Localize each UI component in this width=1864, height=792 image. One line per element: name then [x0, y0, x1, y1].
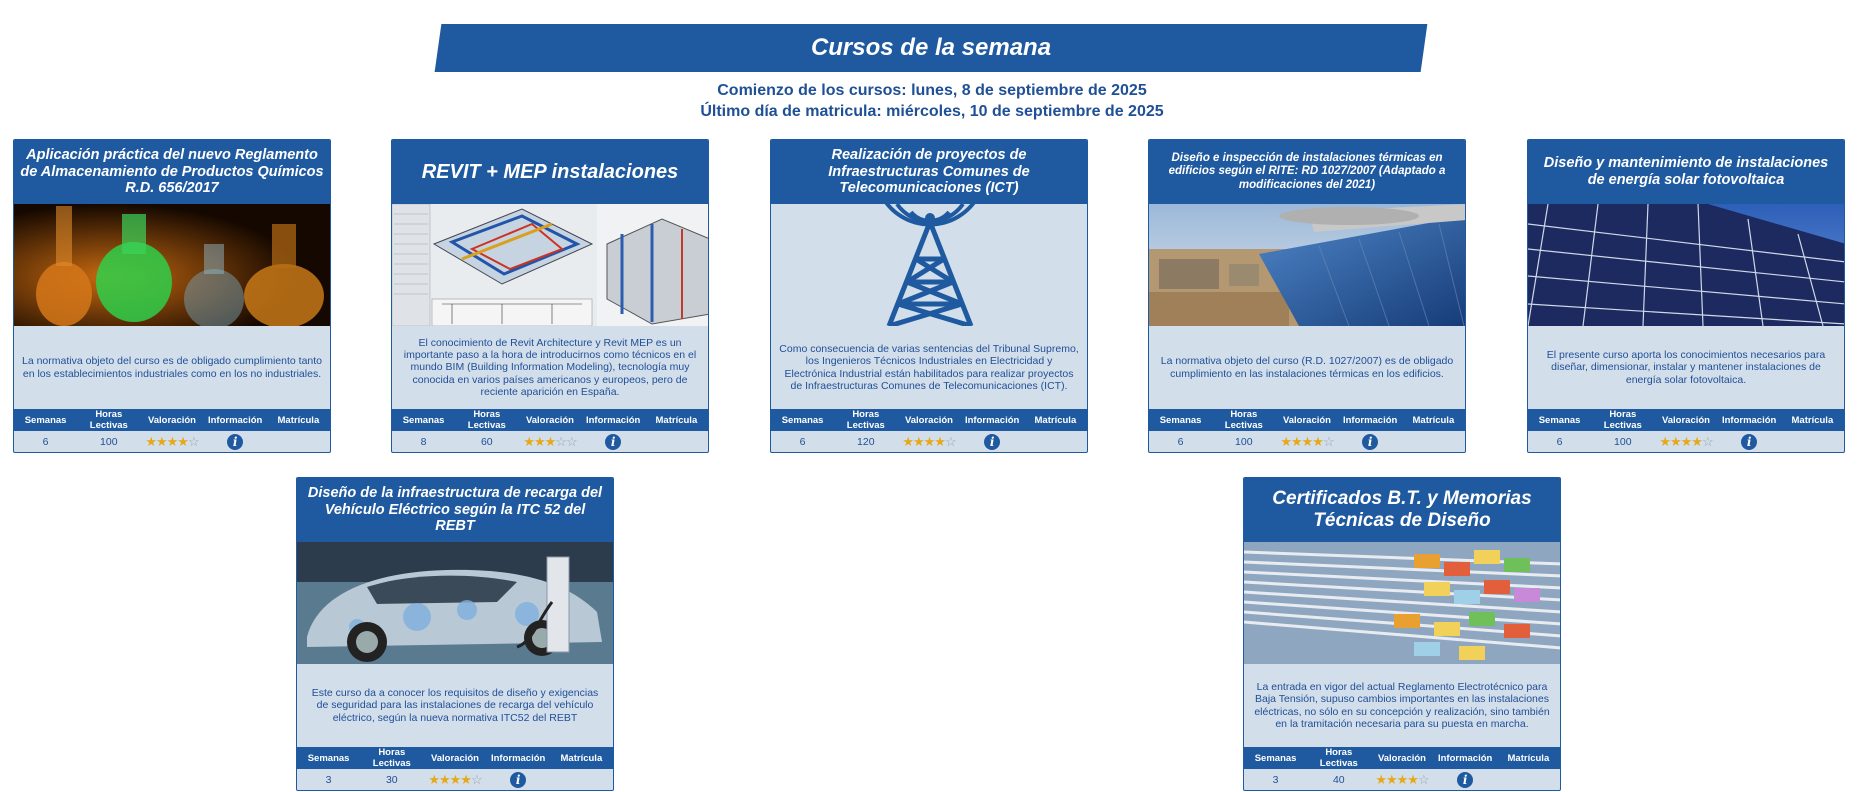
info-icon[interactable]: i: [227, 434, 243, 450]
header-info: Información: [1339, 409, 1402, 431]
header-hours: Horas Lectivas: [1591, 409, 1654, 431]
rating-stars: ★★★★☆: [145, 433, 199, 449]
rating-stars: ★★★★☆: [1659, 433, 1713, 449]
info-icon[interactable]: i: [605, 434, 621, 450]
header-weeks: Semanas: [1528, 409, 1591, 431]
info-cell: [1434, 769, 1497, 790]
course-description: Como consecuencia de varias sentencias del Tribunal Supremo, los Ingenieros Técnicos Industriales en Electricidad y Electrónica Industrial están habilitados para realizar proyectos de Infraestructuras Comunes de Telecomunicaciones (ICT).: [779, 343, 1079, 392]
course-title[interactable]: REVIT + MEP instalaciones: [392, 140, 708, 204]
header-hours: Horas Lectivas: [360, 747, 423, 769]
hours-value: 40: [1332, 773, 1345, 786]
enroll-cell[interactable]: [645, 431, 708, 452]
enroll-cell[interactable]: [1402, 431, 1465, 452]
telecom-tower-image[interactable]: [771, 204, 1087, 326]
header-rating: Valoración: [140, 409, 203, 431]
electric-car-charging-image[interactable]: [297, 542, 613, 664]
enroll-cell[interactable]: [1024, 431, 1087, 452]
hours-value: 60: [480, 435, 493, 448]
course-title[interactable]: Diseño y mantenimiento de instalaciones de energía solar fotovoltaica: [1528, 140, 1844, 204]
page-title: Cursos de la semana: [810, 34, 1052, 61]
course-card: [770, 139, 1088, 453]
header-info: Información: [487, 747, 550, 769]
header-rating: Valoración: [1654, 409, 1717, 431]
info-icon[interactable]: i: [1741, 434, 1757, 450]
header-enroll: Matrícula: [1497, 747, 1560, 769]
weeks-value: 6: [42, 435, 49, 448]
header-rating: Valoración: [897, 409, 960, 431]
enroll-cell[interactable]: [550, 769, 613, 790]
header-hours: Horas Lectivas: [1212, 409, 1275, 431]
enroll-cell[interactable]: [267, 431, 330, 452]
hours-value: 100: [1235, 435, 1253, 448]
header-weeks: Semanas: [771, 409, 834, 431]
header-enroll: Matrícula: [1024, 409, 1087, 431]
enroll-cell[interactable]: [1497, 769, 1560, 790]
course-card: [296, 477, 614, 791]
course-card: [1243, 477, 1561, 791]
course-description: La entrada en vigor del actual Reglamento Electrotécnico para Baja Tensión, supuso cambios importantes en las instalaciones eléctricas, no sólo en su concepción y realización, sino también en la tramitación necesaria para su puesta en marcha.: [1254, 681, 1550, 730]
info-icon[interactable]: i: [1362, 434, 1378, 450]
info-cell: [204, 431, 267, 452]
info-icon[interactable]: i: [984, 434, 1000, 450]
header-hours: Horas Lectivas: [77, 409, 140, 431]
header-weeks: Semanas: [1244, 747, 1307, 769]
course-title[interactable]: Certificados B.T. y Memorias Técnicas de Diseño: [1244, 478, 1560, 542]
course-card: [13, 139, 331, 453]
header-rating: Valoración: [518, 409, 581, 431]
course-title[interactable]: Diseño e inspección de instalaciones térmicas en edificios según el RITE: RD 1027/2007 (Adaptado a modificaciones del 2021): [1149, 140, 1465, 204]
weeks-value: 6: [1556, 435, 1563, 448]
rating-stars: ★★★★☆: [1280, 433, 1334, 449]
enroll-cell[interactable]: [1781, 431, 1844, 452]
weeks-value: 6: [1177, 435, 1184, 448]
course-title[interactable]: Aplicación práctica del nuevo Reglamento de Almacenamiento de Productos Químicos R.D. 656/2017: [14, 140, 330, 204]
header-hours: Horas Lectivas: [1307, 747, 1370, 769]
solar-thermal-collector-image[interactable]: [1149, 204, 1465, 326]
header-info: Información: [1718, 409, 1781, 431]
header-enroll: Matrícula: [550, 747, 613, 769]
weeks-value: 6: [799, 435, 806, 448]
header-hours: Horas Lectivas: [834, 409, 897, 431]
header-enroll: Matrícula: [267, 409, 330, 431]
course-description: Este curso da a conocer los requisitos de diseño y exigencias de seguridad para las instalaciones de recarga del vehículo eléctrico, según la nueva normativa ITC52 del REBT: [311, 687, 599, 724]
weeks-value: 3: [1272, 773, 1279, 786]
header-info: Información: [1434, 747, 1497, 769]
info-cell: [1718, 431, 1781, 452]
revit-mep-model-image[interactable]: [392, 204, 708, 326]
hours-value: 100: [100, 435, 118, 448]
header-rating: Valoración: [1275, 409, 1338, 431]
course-card: [1148, 139, 1466, 453]
hours-value: 100: [1614, 435, 1632, 448]
rating-stars: ★★★☆☆: [523, 433, 577, 449]
enrollment-deadline: Último día de matricula: miércoles, 10 de septiembre de 2025: [700, 103, 1164, 120]
course-card: [391, 139, 709, 453]
header-rating: Valoración: [423, 747, 486, 769]
header-rating: Valoración: [1370, 747, 1433, 769]
header-weeks: Semanas: [297, 747, 360, 769]
header-enroll: Matrícula: [1781, 409, 1844, 431]
rating-stars: ★★★★☆: [902, 433, 956, 449]
info-icon[interactable]: i: [510, 772, 526, 788]
info-cell: [1339, 431, 1402, 452]
header-enroll: Matrícula: [645, 409, 708, 431]
header-info: Información: [961, 409, 1024, 431]
course-card: [1527, 139, 1845, 453]
hours-value: 120: [857, 435, 875, 448]
course-description: La normativa objeto del curso (R.D. 1027/2007) es de obligado cumplimiento en las instalaciones térmicas en los edificios.: [1160, 355, 1454, 380]
header-weeks: Semanas: [14, 409, 77, 431]
header-info: Información: [204, 409, 267, 431]
header-weeks: Semanas: [1149, 409, 1212, 431]
info-icon[interactable]: i: [1457, 772, 1473, 788]
header-weeks: Semanas: [392, 409, 455, 431]
header-hours: Horas Lectivas: [455, 409, 518, 431]
hours-value: 30: [385, 773, 398, 786]
course-description: La normativa objeto del curso es de obligado cumplimiento tanto en los establecimientos industriales como en los no industriales.: [22, 355, 323, 380]
info-cell: [961, 431, 1024, 452]
info-cell: [582, 431, 645, 452]
start-date: Comienzo de los cursos: lunes, 8 de septiembre de 2025: [717, 82, 1147, 99]
weeks-value: 3: [325, 773, 332, 786]
course-description: El conocimiento de Revit Architecture y Revit MEP es un importante paso a la hora de introducirnos como técnicos en el mundo BIM (Building Information Modeling), tecnología muy conocida en varios países americanos y europeos, pero de reciente aparición en España.: [403, 336, 697, 398]
rating-stars: ★★★★☆: [1375, 771, 1429, 787]
course-title[interactable]: Diseño de la infraestructura de recarga del Vehículo Eléctrico según la ITC 52 del REBT: [297, 478, 613, 542]
course-dates: [0, 80, 1864, 122]
document-folders-image[interactable]: [1244, 542, 1560, 664]
header-info: Información: [582, 409, 645, 431]
rating-stars: ★★★★☆: [428, 771, 482, 787]
header-enroll: Matrícula: [1402, 409, 1465, 431]
chemistry-bottles-image[interactable]: [14, 204, 330, 326]
course-title[interactable]: Realización de proyectos de Infraestructuras Comunes de Telecomunicaciones (ICT): [771, 140, 1087, 204]
info-cell: [487, 769, 550, 790]
course-description: El presente curso aporta los conocimientos necesarios para diseñar, dimensionar, instalar y mantener instalaciones de energía solar fotovoltaica.: [1546, 349, 1826, 386]
weeks-value: 8: [420, 435, 427, 448]
photovoltaic-panels-image[interactable]: [1528, 204, 1844, 326]
